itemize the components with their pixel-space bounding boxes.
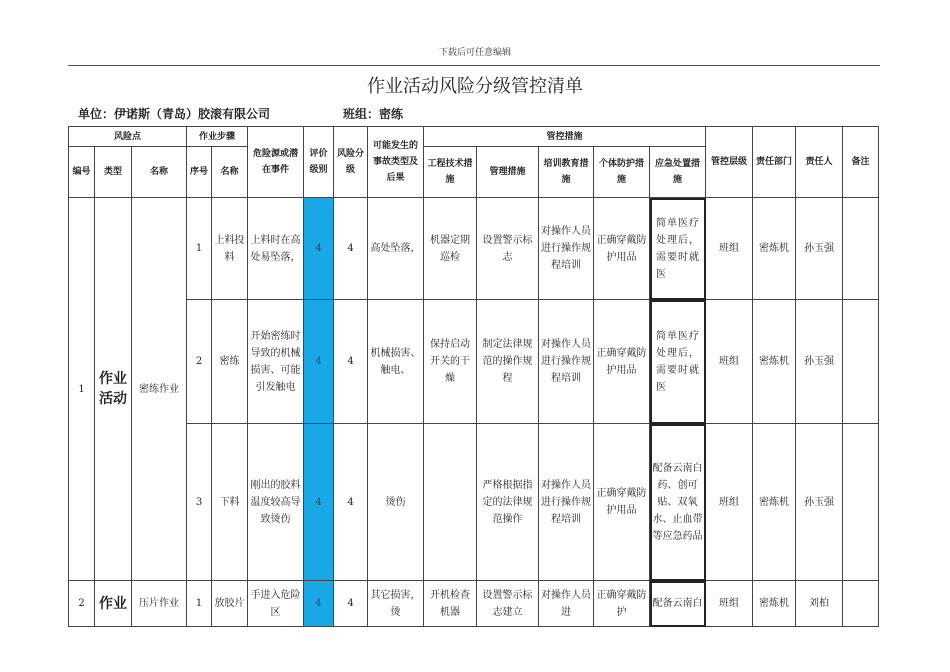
step-ppe: 正确穿戴防护 [594, 581, 650, 627]
unit-label: 单位：伊诺斯（青岛）胶滚有限公司 [78, 107, 271, 121]
step-person: 刘柏 [796, 581, 843, 627]
step-eval-level: 4 [304, 424, 334, 581]
step-training: 对操作人员进行操作规程培训 [539, 300, 594, 424]
step-risk-level: 4 [334, 424, 368, 581]
risk-control-table [68, 126, 879, 627]
step-training: 对操作人员进行操作规程培训 [539, 198, 594, 300]
step-tier: 班组 [706, 581, 753, 627]
header-possible-accidents: 可能发生的事故类型及后果 [368, 127, 424, 198]
step-eng-measures [424, 424, 477, 581]
step-remark [843, 198, 879, 300]
header-seq: 序号 [187, 147, 212, 198]
header-resp-dept: 责任部门 [753, 127, 796, 198]
step-ppe: 正确穿戴防护用品 [594, 300, 650, 424]
step-accident: 其它损害，烫 [368, 581, 424, 627]
step-dept: 密炼机 [753, 424, 796, 581]
step-hazard: 开始密练时导致的机械损害、可能引发触电 [248, 300, 304, 424]
risk-point-type: 作业活动 [95, 198, 132, 581]
step-tier: 班组 [706, 300, 753, 424]
step-emergency: 简单医疗处理后，需要时就医 [650, 300, 706, 424]
step-person: 孙玉强 [796, 424, 843, 581]
risk-point-no: 2 [69, 581, 95, 627]
risk-point-name: 密练作业 [132, 198, 187, 581]
step-remark [843, 300, 879, 424]
step-mgmt-measures: 制定法律规范的操作规程 [477, 300, 539, 424]
step-dept: 密炼机 [753, 581, 796, 627]
step-accident: 烫伤 [368, 424, 424, 581]
step-seq: 3 [187, 424, 212, 581]
header-training: 培训教育措施 [539, 147, 594, 198]
table-row [69, 300, 879, 424]
step-eval-level: 4 [304, 300, 334, 424]
header-hazard: 危险源或潜在事件 [248, 127, 304, 198]
step-hazard: 上料时在高处易坠落， [248, 198, 304, 300]
step-remark [843, 424, 879, 581]
step-eval-level: 4 [304, 198, 334, 300]
step-accident: 高处坠落， [368, 198, 424, 300]
step-emergency: 简单医疗处理后，需要时就医 [650, 198, 706, 300]
step-tier: 班组 [706, 198, 753, 300]
header-risk-level: 风险分级 [334, 127, 368, 198]
step-name: 下料 [212, 424, 248, 581]
step-seq: 2 [187, 300, 212, 424]
header-rule [68, 65, 880, 66]
step-person: 孙玉强 [796, 198, 843, 300]
header-remarks: 备注 [843, 127, 879, 198]
header-row-1 [69, 127, 879, 147]
step-remark [843, 581, 879, 627]
header-control-measures: 管控措施 [424, 127, 706, 147]
step-risk-level: 4 [334, 198, 368, 300]
step-mgmt-measures: 设置警示标志 [477, 198, 539, 300]
step-hazard: 手进入危险区 [248, 581, 304, 627]
unit-line [78, 105, 404, 122]
step-training: 对操作人员进 [539, 581, 594, 627]
page-title: 作业活动风险分级管控清单 [367, 76, 583, 97]
risk-point-name: 压片作业 [132, 581, 187, 627]
header-type: 类型 [95, 147, 132, 198]
table-row [69, 198, 879, 300]
header-no: 编号 [69, 147, 95, 198]
step-mgmt-measures: 严格根据指定的法律规范操作 [477, 424, 539, 581]
top-note: 下载后可任意编辑 [438, 48, 511, 58]
step-mgmt-measures: 设置警示标志建立 [477, 581, 539, 627]
step-emergency: 配备云南白药、创可贴、双氧水、止血带等应急药品 [650, 424, 706, 581]
step-person: 孙玉强 [796, 300, 843, 424]
header-risk-point: 风险点 [69, 127, 187, 147]
step-hazard: 刚出的胶料温度较高导致烫伤 [248, 424, 304, 581]
step-risk-level: 4 [334, 300, 368, 424]
step-eng-measures: 保持启动开关的干燥 [424, 300, 477, 424]
step-eng-measures: 开机检查机器 [424, 581, 477, 627]
team-label: 班组：密练 [343, 107, 404, 121]
step-ppe: 正确穿戴防护用品 [594, 198, 650, 300]
header-step-name: 名称 [212, 147, 248, 198]
step-name: 密练 [212, 300, 248, 424]
step-dept: 密炼机 [753, 198, 796, 300]
step-tier: 班组 [706, 424, 753, 581]
step-dept: 密炼机 [753, 300, 796, 424]
step-seq: 1 [187, 581, 212, 627]
step-accident: 机械损害、触电、 [368, 300, 424, 424]
header-control-tier: 管控层级 [706, 127, 753, 198]
step-name: 上料投料 [212, 198, 248, 300]
header-evaluation-level: 评价级别 [304, 127, 334, 198]
step-eval-level: 4 [304, 581, 334, 627]
step-training: 对操作人员进行操作规程培训 [539, 424, 594, 581]
table-row [69, 424, 879, 581]
step-eng-measures: 机器定期巡检 [424, 198, 477, 300]
header-emergency: 应急处置措施 [650, 147, 706, 198]
risk-point-type: 作业 [95, 581, 132, 627]
step-ppe: 正确穿戴防护用品 [594, 424, 650, 581]
step-emergency: 配备云南白 [650, 581, 706, 627]
step-seq: 1 [187, 198, 212, 300]
header-name: 名称 [132, 147, 187, 198]
header-eng-measures: 工程技术措施 [424, 147, 477, 198]
step-name: 放胶片 [212, 581, 248, 627]
table-row [69, 581, 879, 627]
step-risk-level: 4 [334, 581, 368, 627]
header-mgmt-measures: 管理措施 [477, 147, 539, 198]
header-ppe: 个体防护措施 [594, 147, 650, 198]
risk-point-no: 1 [69, 198, 95, 581]
header-resp-person: 责任人 [796, 127, 843, 198]
header-work-steps: 作业步骤 [187, 127, 248, 147]
